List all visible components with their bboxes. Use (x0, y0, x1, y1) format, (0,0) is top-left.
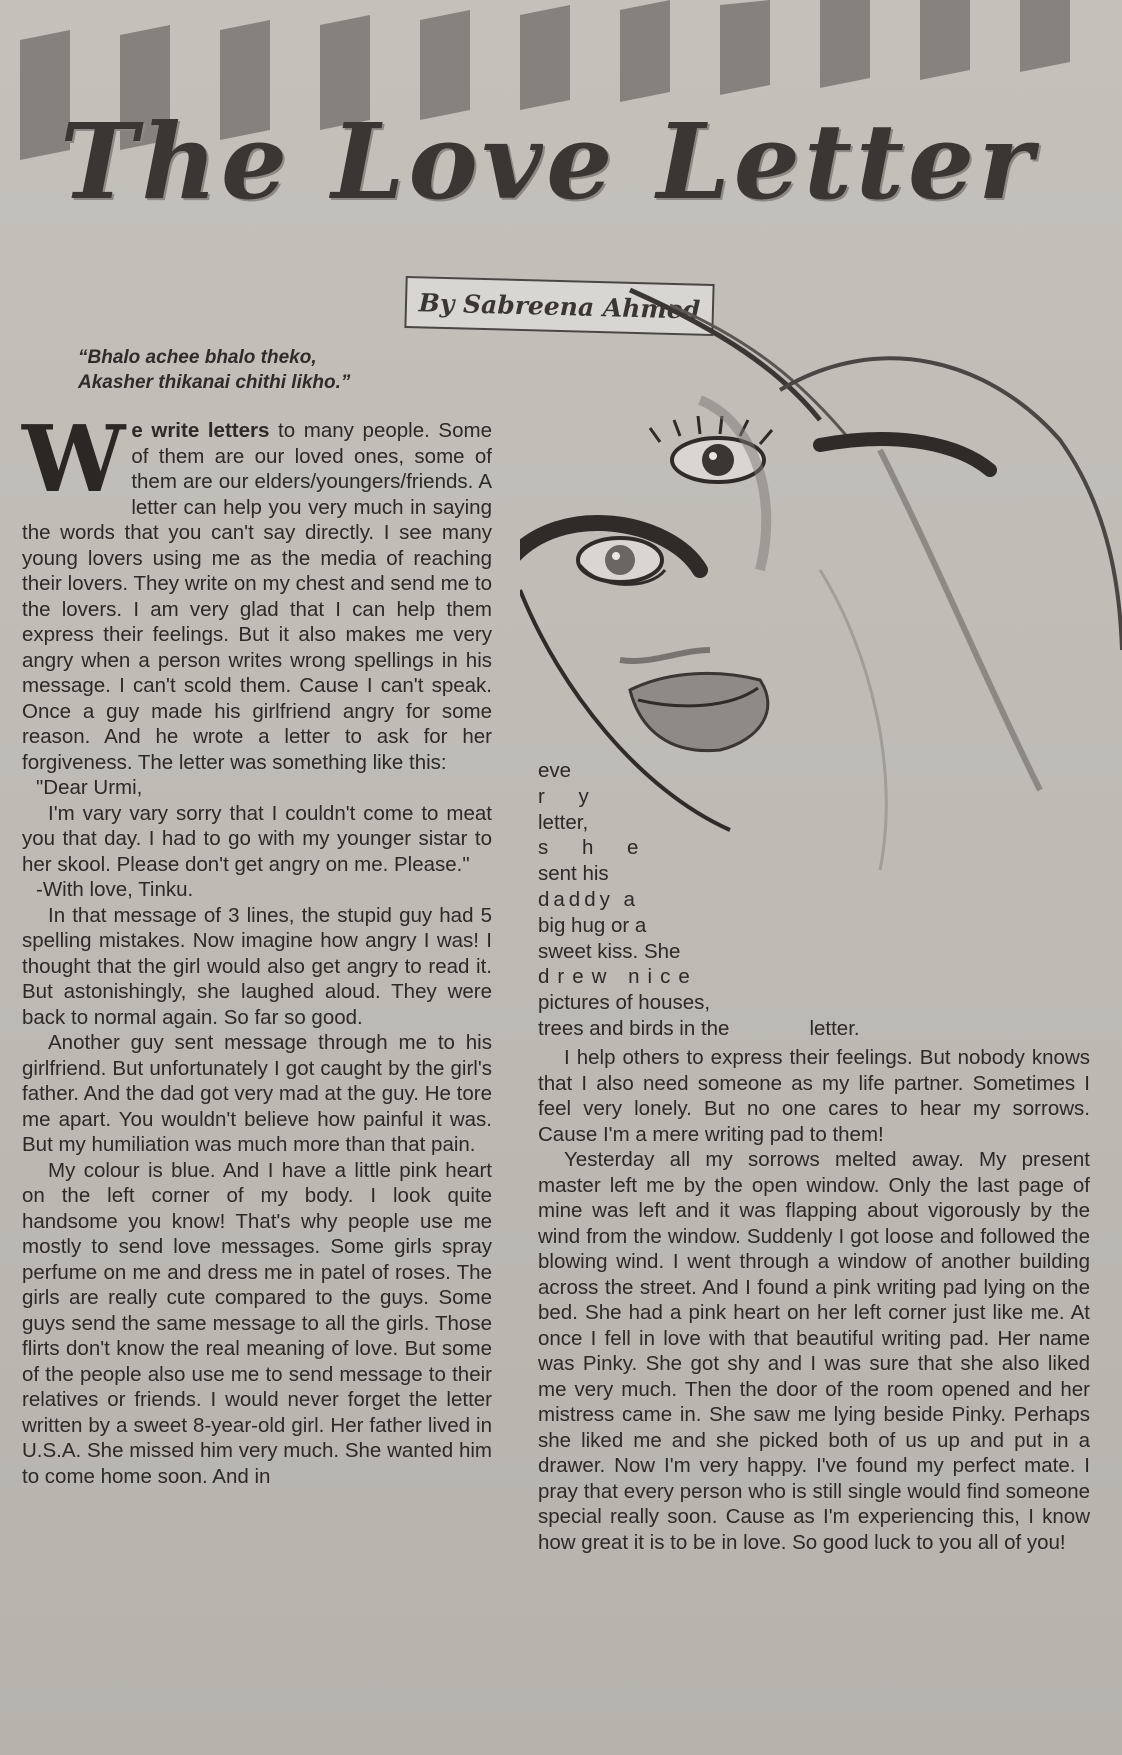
wrapped-line: eve (538, 759, 572, 782)
intro-text: to many people. Some of them are our loved ones, some of them are our elders/youngers/friends. A letter can help you very much in saying the words that you can't say directly. I see many young lovers using me as the media of reaching their lovers. They write on my chest and send me to the lovers. I am very glad that I can help them express their feelings. But it also makes me very angry when a person writes wrong spellings in his message. I can't scold them. Cause I can't speak. Once a guy made his girlfriend angry for some reason. And he wrote a letter to ask for her forgiveness. The letter was something like this: (22, 419, 492, 774)
wrapped-line: sweet kiss. She (538, 939, 681, 963)
epigraph-line: “Bhalo achee bhalo theko, (78, 347, 317, 368)
wrapped-line: big hug or a (538, 913, 647, 937)
wrapped-last-line (538, 1016, 958, 1042)
paragraph-father: Another guy sent message through me to his girlfriend. But unfortunately I got caught by the girl's father. And the dad got very mad at the guy. He tore me apart. You wouldn't believe how painful it was. But my humiliation was much more than that pain. (22, 1031, 492, 1156)
epigraph-line: Akasher thikanai chithi likho.” (78, 372, 351, 393)
epigraph (78, 345, 438, 395)
right-column (538, 1045, 1090, 1555)
wrapped-line: pictures of houses, (538, 991, 711, 1015)
lead-words: e write letters (131, 419, 270, 442)
left-column (22, 405, 492, 1489)
wrapped-line: daddy a (538, 887, 639, 911)
wrapped-line: drew nice (538, 965, 698, 989)
author-byline: By Sabreena Ahmed (404, 276, 714, 336)
wrapped-line: letter. (809, 1017, 860, 1040)
article-title: The Love Letter (60, 100, 1038, 223)
paragraph-lonely: I help others to express their feelings. But nobody knows that I also need someone as my life partner. Sometimes I feel very lonely. But no one cares to hear my sorrows. Cause I'm a mere writing pad to them! (538, 1046, 1090, 1146)
drop-cap: W (22, 405, 126, 513)
wrapped-line: s h e (538, 836, 653, 860)
wrapped-line: trees and birds in the (538, 1017, 730, 1040)
letter-body: I'm vary vary sorry that I couldn't come to meat you that day. I had to go with my younger sistar to her skool. Please don't get angry on me. Please." (22, 801, 492, 876)
wrapped-text-column (538, 758, 768, 1016)
letter-salutation: "Dear Urmi, (36, 776, 143, 799)
wrapped-line: r y (538, 784, 603, 808)
paragraph-mistakes: In that message of 3 lines, the stupid guy had 5 spelling mistakes. Now imagine how angry I was! I thought that the girl would also get angry to read it. But astonishingly, she laughed aloud. They were back to normal again. So far so good. (22, 903, 492, 1029)
wrapped-line: sent his (538, 862, 609, 886)
paragraph-pinky: Yesterday all my sorrows melted away. My present master left me by the open window. Only the last page of mine was left and it was flapping about vigorously by the wind from the window. Suddenly I got loose and followed the blowing wind. I went through a window of another building across the street. And I found a pink writing pad lying on the bed. She had a pink heart on her left corner just like me. At once I fell in love with that beautiful writing pad. Her name was Pinky. She got shy and I was sure that she also liked me very much. Then the door of the room opened and her mistress came in. She saw me lying beside Pinky. Perhaps she liked me and she picked both of us up and put in a drawer. Now I'm very happy. I've found my perfect mate. I pray that every person who is still single would find someone special really soon. Cause as I'm experiencing this, I know how great it is to be in love. So good luck to you all of you! (538, 1148, 1090, 1554)
intro-paragraph (22, 405, 492, 775)
letter-signature: -With love, Tinku. (36, 878, 194, 901)
wrapped-line: letter, (538, 810, 589, 834)
paragraph-colour: My colour is blue. And I have a little pink heart on the left corner of my body. I look quite handsome you know! That's why people use me mostly to send love messages. Some girls spray perfume on me and dress me in patel of roses. The girls are really cute compared to the guys. Some guys send the same message to all the girls. Those flirts don't know the real meaning of love. But some of the people also use me to send message to their relatives or friends. I would never forget the letter written by a sweet 8-year-old girl. Her father lived in U.S.A. She missed him very much. She wanted him to come home soon. And in (22, 1158, 492, 1488)
